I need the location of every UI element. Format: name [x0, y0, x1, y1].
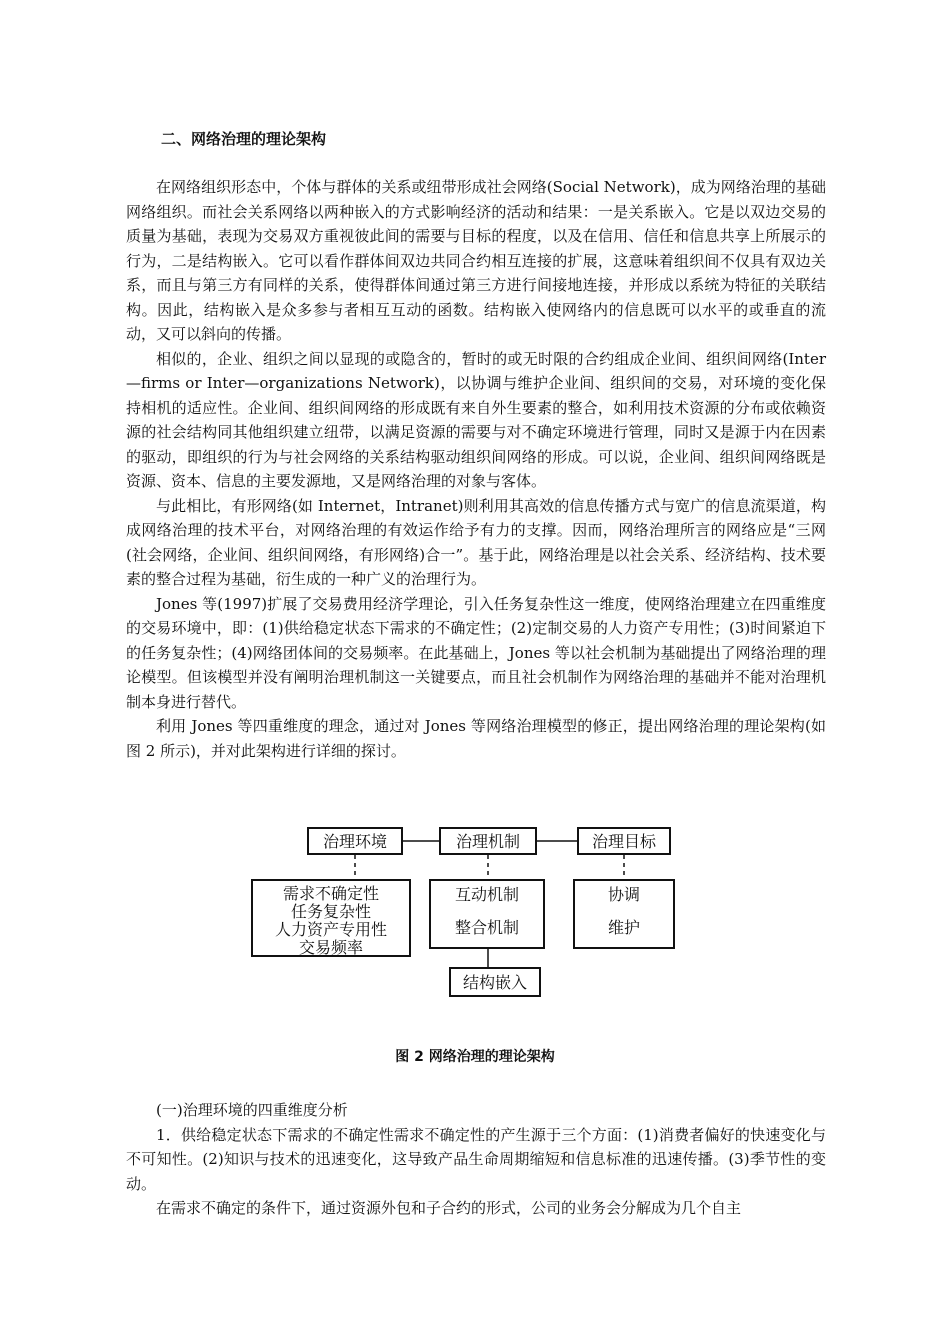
- section-heading: 二、网络治理的理论架构: [161, 130, 327, 148]
- subsection-paragraph-2: 在需求不确定的条件下，通过资源外包和子合约的形式，公司的业务会分解成为几个自主: [156, 1199, 742, 1217]
- paragraph-2: 相似的，企业、组织之间以显现的或隐含的，暂时的或无时限的合约组成企业间、组织间网络(Inter—firms or Inter—organizations Network)，以协调与维护企业间、组织间的交易，对环境的变化保持相机的适应性。企业间、组织间网络的形成既有来自外生要素的整合，如利用技术资源的分布或依赖资源的社会结构同其他组织建立纽带，以满足资源的需要与对不确定环境进行管理，同时又是源于内在因素的驱动，即组织的行为与社会网络的关系结构驱动组织间网络的形成。可以说，企业间、组织间网络既是资源、资本、信息的主要发源地，又是网络治理的对象与客体。: [126, 349, 826, 490]
- env-item-2: 任务复杂性: [290, 902, 372, 921]
- goal-title: 治理目标: [591, 832, 657, 851]
- framework-diagram: [244, 822, 684, 1004]
- env-item-4: 交易频率: [298, 938, 364, 957]
- mech-item-1: 互动机制: [454, 885, 520, 904]
- env-title: 治理环境: [322, 832, 388, 851]
- paragraph-5: 利用 Jones 等四重维度的理念，通过对 Jones 等网络治理模型的修正，提出网络治理的理论架构(如图 2 所示)，并对此架构进行详细的探讨。: [126, 717, 826, 760]
- mech-item-2: 整合机制: [454, 918, 520, 937]
- subsection-title: (一)治理环境的四重维度分析: [156, 1101, 348, 1119]
- goal-item-1: 协调: [607, 885, 641, 904]
- body-text: [126, 175, 826, 763]
- env-item-1: 需求不确定性: [282, 884, 380, 903]
- mech-title: 治理机制: [455, 832, 521, 851]
- paragraph-3: 与此相比，有形网络(如 Internet，Intranet)则利用其高效的信息传播方式与宽广的信息流渠道，构成网络治理的技术平台，对网络治理的有效运作给予有力的支撑。因而，网络治理所言的网络应是“三网(社会网络，企业间、组织间网络，有形网络)合一”。基于此，网络治理是以社会关系、经济结构、技术要素的整合过程为基础，衍生成的一种广义的治理行为。: [126, 496, 826, 588]
- subsection: [126, 1098, 826, 1221]
- goal-item-2: 维护: [607, 918, 641, 937]
- paragraph-1: 在网络组织形态中，个体与群体的关系或纽带形成社会网络(Social Network)，成为网络治理的基础网络组织。而社会关系网络以两种嵌入的方式影响经济的活动和结果：一是关系嵌入。它是以双边交易的质量为基础，表现为交易双方重视彼此间的需要与目标的程度，以及在信用、信任和信息共享上所展示的行为，二是结构嵌入。它可以看作群体间双边共同合约相互连接的扩展，这意味着组织间不仅具有双边关系，而且与第三方有同样的关系，使得群体间通过第三方进行间接地连接，并形成以系统为特征的关联结构。因此，结构嵌入是众多参与者相互互动的函数。结构嵌入使网络内的信息既可以水平的或垂直的流动，又可以斜向的传播。: [126, 178, 826, 343]
- paragraph-4: Jones 等(1997)扩展了交易费用经济学理论，引入任务复杂性这一维度，使网络治理建立在四重维度的交易环境中，即：(1)供给稳定状态下需求的不确定性；(2)定制交易的人力资产专用性；(3)时间紧迫下的任务复杂性；(4)网络团体间的交易频率。在此基础上，Jones 等以社会机制为基础提出了网络治理的理论模型。但该模型并没有阐明治理机制这一关键要点，而且社会机制作为网络治理的基础并不能对治理机制本身进行替代。: [126, 594, 826, 711]
- subsection-paragraph-1: 1．供给稳定状态下需求的不确定性需求不确定性的产生源于三个方面：(1)消费者偏好的快速变化与不可知性。(2)知识与技术的迅速变化，这导致产品生命周期缩短和信息标准的迅速传播。(3)季节性的变动。: [126, 1125, 826, 1193]
- embed-label: 结构嵌入: [462, 973, 528, 992]
- env-item-3: 人力资产专用性: [274, 920, 388, 939]
- figure-caption: 图 2 网络治理的理论架构: [395, 1049, 555, 1065]
